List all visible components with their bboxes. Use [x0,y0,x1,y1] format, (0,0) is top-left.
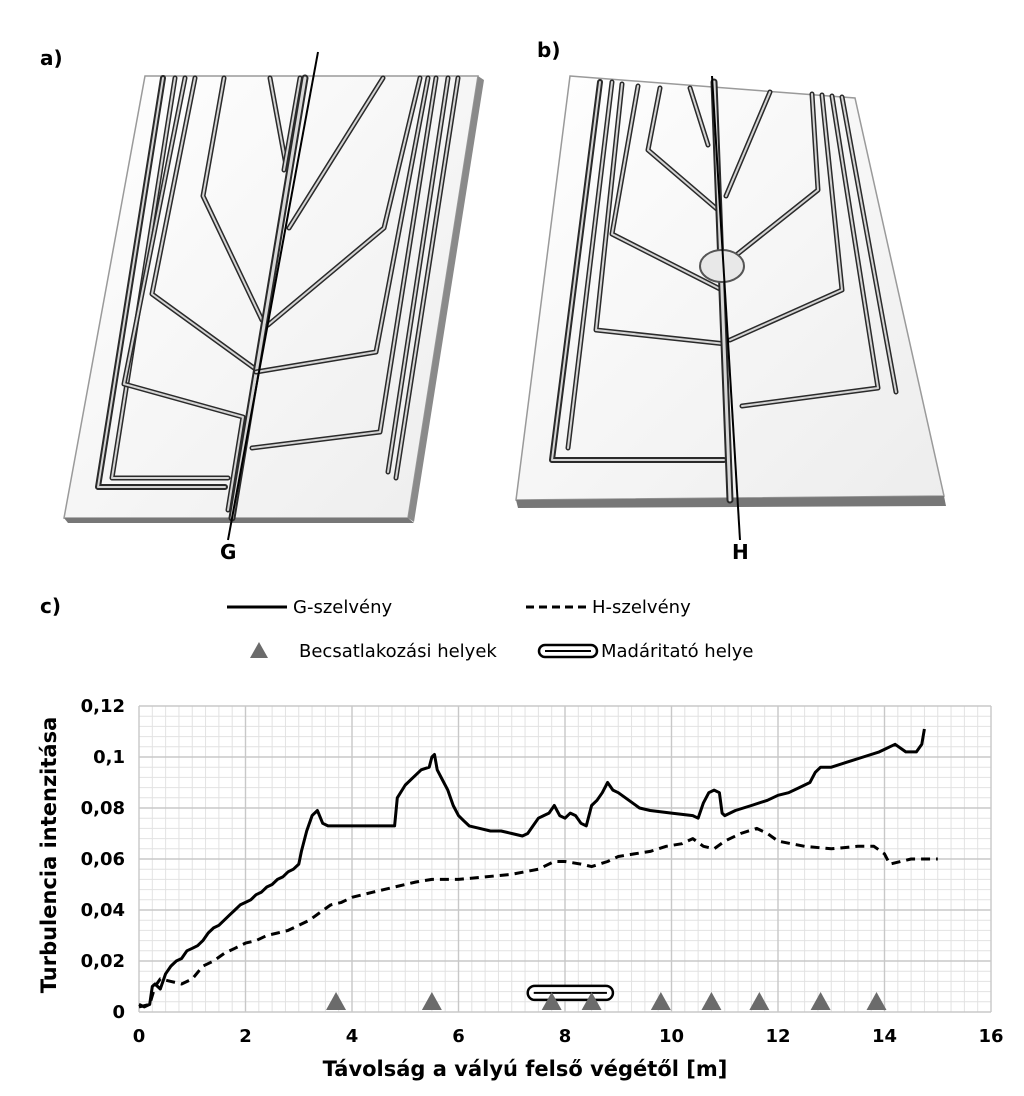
chart-grid [139,706,991,1012]
legend-birdbath-label: Madáritató helye [601,641,754,662]
junction-marker [749,992,769,1010]
y-tick-label: 0,06 [80,849,125,870]
section-h-label: H [732,540,749,564]
y-axis-title: Turbulencia intenzitása [37,716,61,994]
x-tick-label: 2 [239,1026,252,1047]
junction-marker [326,992,346,1010]
junction-marker [701,992,721,1010]
chart-markers [326,986,886,1010]
junction-marker [811,992,831,1010]
junction-marker [422,992,442,1010]
y-tick-label: 0,04 [80,900,125,921]
y-tick-label: 0,08 [80,798,125,819]
panel-b-label: b) [537,38,561,62]
junction-marker [651,992,671,1010]
y-tick-label: 0,02 [80,951,125,972]
x-tick-label: 10 [658,1026,685,1047]
chart-legend [227,597,754,662]
y-tick-label: 0 [112,1002,125,1023]
series-g-line [139,729,924,1007]
legend-g-label: G-szelvény [293,597,393,618]
legend-h-label: H-szelvény [592,597,691,618]
section-g-label: G [220,540,237,564]
x-axis-title: Távolság a vályú felső végétől [m] [322,1057,728,1081]
x-tick-label: 6 [452,1026,465,1047]
x-tick-label: 4 [345,1026,359,1047]
x-tick-label: 0 [132,1026,146,1047]
junction-marker [867,992,887,1010]
panel-a-label: a) [40,46,63,70]
x-tick-label: 16 [978,1026,1004,1047]
legend-junction-swatch [250,642,268,658]
x-tick-label: 14 [871,1026,898,1047]
y-tick-label: 0,1 [93,747,125,768]
panel-c-label: c) [40,594,61,618]
y-tick-label: 0,12 [80,696,125,717]
x-tick-label: 12 [765,1026,791,1047]
x-tick-label: 8 [558,1026,572,1047]
legend-junction-label: Becsatlakozási helyek [299,641,497,662]
